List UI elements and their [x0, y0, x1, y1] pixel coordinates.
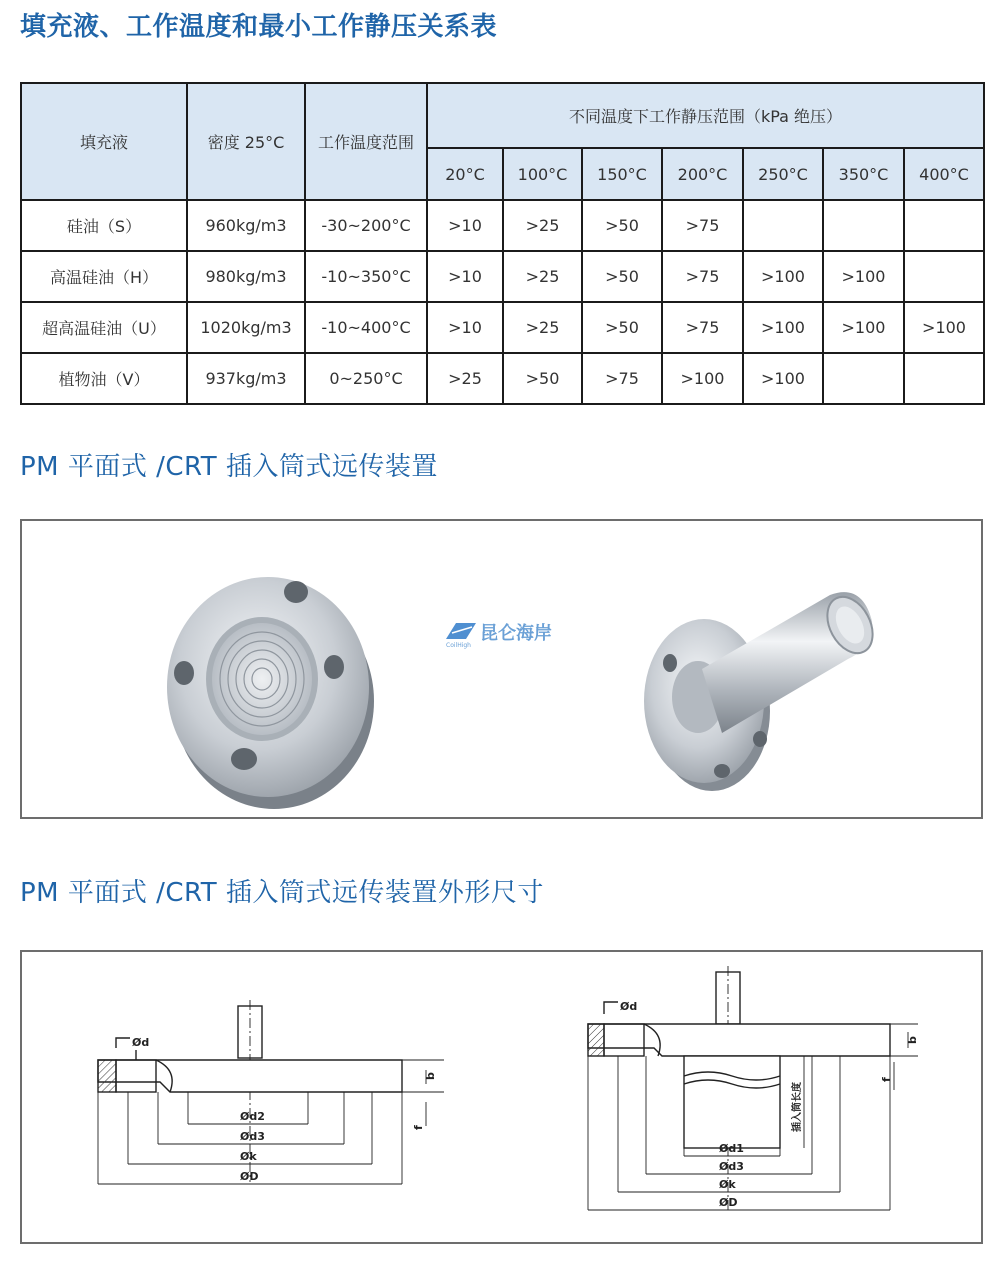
logo-mark — [446, 623, 476, 639]
header-temp: 150°C — [582, 148, 662, 200]
product-photo-frame — [20, 519, 983, 819]
left-dimension-labels — [132, 1036, 437, 1183]
cell-value: >10 — [427, 200, 503, 251]
extended-flange-photo — [644, 589, 882, 791]
cell-value: >75 — [662, 251, 743, 302]
dim-b: b — [424, 1072, 437, 1080]
cell-fill: 植物油（V） — [21, 353, 187, 404]
dim-b: b — [906, 1036, 919, 1044]
cell-value: >100 — [743, 251, 823, 302]
dim-d3: Ød3 — [719, 1160, 744, 1173]
left-flat-flange-drawing — [98, 1000, 444, 1184]
cell-value — [904, 353, 984, 404]
cell-value: >75 — [582, 353, 662, 404]
header-temp: 400°C — [904, 148, 984, 200]
table-title: 填充液、工作温度和最小工作静压关系表 — [20, 12, 498, 42]
header-fill: 填充液 — [21, 83, 187, 200]
dim-d3: Ød3 — [240, 1130, 265, 1143]
dim-d2: Ød2 — [240, 1110, 265, 1123]
table-row — [21, 200, 984, 251]
dim-D: ØD — [719, 1196, 738, 1209]
cell-value: >100 — [823, 251, 904, 302]
cell-value: >50 — [503, 353, 582, 404]
cell-fill: 硅油（S） — [21, 200, 187, 251]
dim-f: f — [880, 1077, 893, 1082]
insert-length-label: 插入筒长度 — [792, 1082, 803, 1132]
cell-range: 0~250°C — [305, 353, 427, 404]
cell-value: >25 — [503, 200, 582, 251]
header-temp: 100°C — [503, 148, 582, 200]
table-row — [21, 353, 984, 404]
cell-value — [904, 200, 984, 251]
cell-range: -10~350°C — [305, 251, 427, 302]
fill-fluid-table — [20, 82, 985, 405]
cell-value: >10 — [427, 302, 503, 353]
header-density: 密度 25°C — [187, 83, 305, 200]
cell-value: >25 — [503, 251, 582, 302]
header-temp: 200°C — [662, 148, 743, 200]
flat-flange-photo — [167, 577, 374, 809]
dim-f: f — [412, 1125, 425, 1130]
cell-density: 980kg/m3 — [187, 251, 305, 302]
cell-density: 1020kg/m3 — [187, 302, 305, 353]
dimension-drawing — [22, 952, 981, 1242]
cell-value: >25 — [427, 353, 503, 404]
cell-value: >50 — [582, 251, 662, 302]
cell-value — [823, 200, 904, 251]
header-temp: 20°C — [427, 148, 503, 200]
cell-value: >75 — [662, 200, 743, 251]
cell-value — [823, 353, 904, 404]
header-pressure-group: 不同温度下工作静压范围（kPa 绝压） — [427, 83, 984, 148]
logo-subtext: CoilHigh — [446, 642, 471, 649]
table-row — [21, 251, 984, 302]
photo-section-title: PM 平面式 /CRT 插入筒式远传装置 — [20, 452, 438, 482]
cell-value: >100 — [823, 302, 904, 353]
logo-text: 昆仑海岸 — [480, 623, 552, 644]
dim-k: Øk — [240, 1150, 257, 1163]
cell-value — [904, 251, 984, 302]
cell-fill: 超高温硅油（U） — [21, 302, 187, 353]
dim-d1: Ød1 — [719, 1142, 744, 1155]
header-temp: 250°C — [743, 148, 823, 200]
cell-value: >100 — [743, 302, 823, 353]
cell-range: -10~400°C — [305, 302, 427, 353]
header-temp-range: 工作温度范围 — [305, 83, 427, 200]
dim-D: ØD — [240, 1170, 259, 1183]
cell-value: >100 — [904, 302, 984, 353]
table-row — [21, 302, 984, 353]
cell-density: 960kg/m3 — [187, 200, 305, 251]
dim-k: Øk — [719, 1178, 736, 1191]
cell-value: >100 — [662, 353, 743, 404]
cell-value: >100 — [743, 353, 823, 404]
dim-d: Ød — [620, 1000, 638, 1013]
dim-d: Ød — [132, 1036, 150, 1049]
cell-value — [743, 200, 823, 251]
header-temp: 350°C — [823, 148, 904, 200]
cell-density: 937kg/m3 — [187, 353, 305, 404]
cell-range: -30~200°C — [305, 200, 427, 251]
cell-value: >50 — [582, 200, 662, 251]
cell-value: >50 — [582, 302, 662, 353]
right-extended-flange-drawing — [588, 966, 918, 1212]
cell-value: >75 — [662, 302, 743, 353]
cell-value: >10 — [427, 251, 503, 302]
drawing-section-title: PM 平面式 /CRT 插入筒式远传装置外形尺寸 — [20, 878, 544, 908]
cell-value: >25 — [503, 302, 582, 353]
product-photo-illustration — [22, 521, 981, 817]
dimension-drawing-frame — [20, 950, 983, 1244]
cell-fill: 高温硅油（H） — [21, 251, 187, 302]
